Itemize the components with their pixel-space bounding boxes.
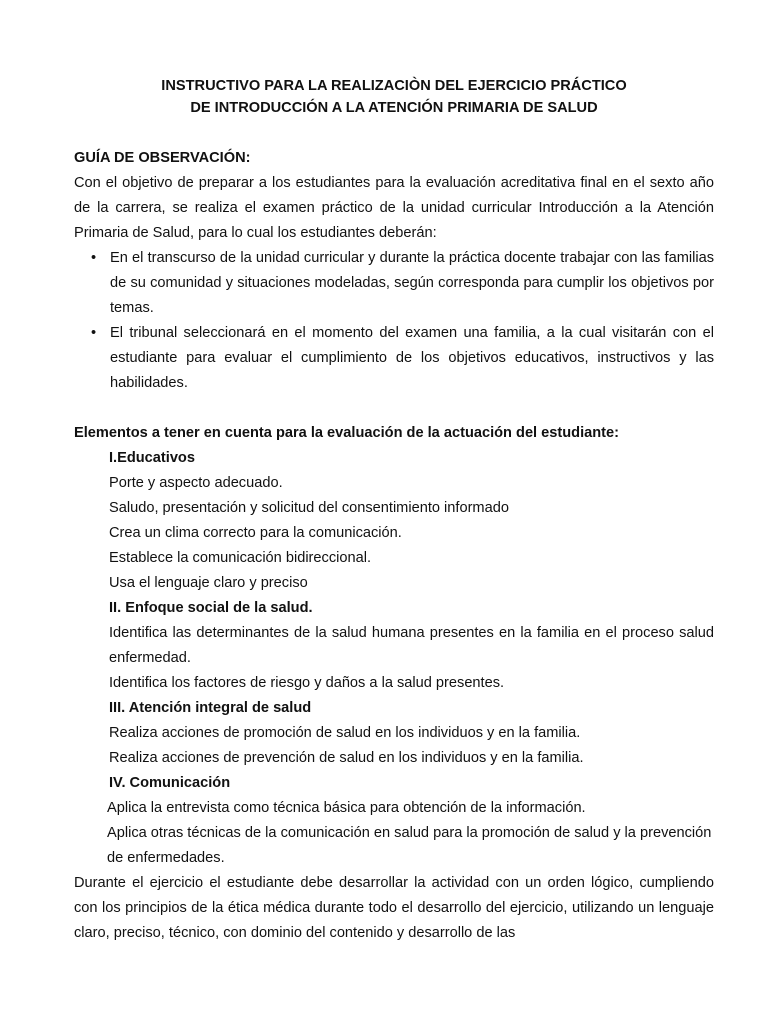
section-item: Crea un clima correcto para la comunicación. (109, 525, 402, 541)
section-item: Aplica la entrevista como técnica básica para obtención de la información. (107, 800, 586, 816)
bullet-dot-icon: • (91, 325, 97, 341)
document-content (74, 75, 714, 946)
section-heading-educativos: I.Educativos (109, 450, 195, 466)
bullet-text: En el transcurso de la unidad curricular y durante la práctica docente trabajar con las familias de su comunidad y situaciones modeladas, según corresponda para cumplir los objetivos por temas. (110, 250, 714, 316)
section-heading-enfoque-social: II. Enfoque social de la salud. (109, 600, 313, 616)
section-item: Realiza acciones de prevención de salud en los individuos y en la familia. (109, 750, 584, 766)
section-item: Porte y aspecto adecuado. (109, 475, 283, 491)
elements-heading: Elementos a tener en cuenta para la evaluación de la actuación del estudiante: (74, 425, 620, 441)
section-item: Identifica las determinantes de la salud humana presentes en la familia en el proceso salud enfermedad. (109, 625, 714, 666)
bullet-item (74, 246, 714, 321)
bullet-item (74, 321, 714, 396)
section-item: Usa el lenguaje claro y preciso (109, 575, 308, 591)
bullet-dot-icon: • (91, 250, 97, 266)
section-heading-comunicacion: IV. Comunicación (109, 775, 231, 791)
spacer (74, 396, 714, 421)
section-item: Establece la comunicación bidireccional. (109, 550, 372, 566)
section-item: Identifica los factores de riesgo y daños a la salud presentes. (109, 675, 505, 691)
spacer (74, 119, 714, 146)
section-item: Aplica otras técnicas de la comunicación en salud para la promoción de salud y la prevención de enfermedades. (107, 825, 712, 866)
section-item: Saludo, presentación y solicitud del consentimiento informado (109, 500, 509, 516)
section-heading-atencion-integral: III. Atención integral de salud (109, 700, 312, 716)
bullet-text: El tribunal seleccionará en el momento del examen una familia, a la cual visitarán con el estudiante para evaluar el cumplimiento de los objetivos educativos, instructivos y las habilidades. (110, 325, 714, 391)
bullet-list (74, 246, 714, 396)
guide-heading: GUÍA DE OBSERVACIÓN: (74, 150, 251, 166)
title-line-1: INSTRUCTIVO PARA LA REALIZACIÒN DEL EJERCICIO PRÁCTICO (161, 78, 627, 94)
intro-paragraph: Con el objetivo de preparar a los estudiantes para la evaluación acreditativa final en el sexto año de la carrera, se realiza el examen práctico de la unidad curricular Introducción a la Atención Primaria de Salud, para lo cual los estudiantes deberán: (74, 175, 714, 241)
section-item: Realiza acciones de promoción de salud en los individuos y en la familia. (109, 725, 581, 741)
closing-paragraph: Durante el ejercicio el estudiante debe desarrollar la actividad con un orden lógico, cumpliendo con los principios de la ética médica durante todo el desarrollo del ejercicio, utilizando un lenguaje claro, preciso, técnico, con dominio del contenido y desarrollo de las (74, 875, 714, 941)
title-line-2: DE INTRODUCCIÓN A LA ATENCIÓN PRIMARIA DE SALUD (190, 100, 598, 116)
